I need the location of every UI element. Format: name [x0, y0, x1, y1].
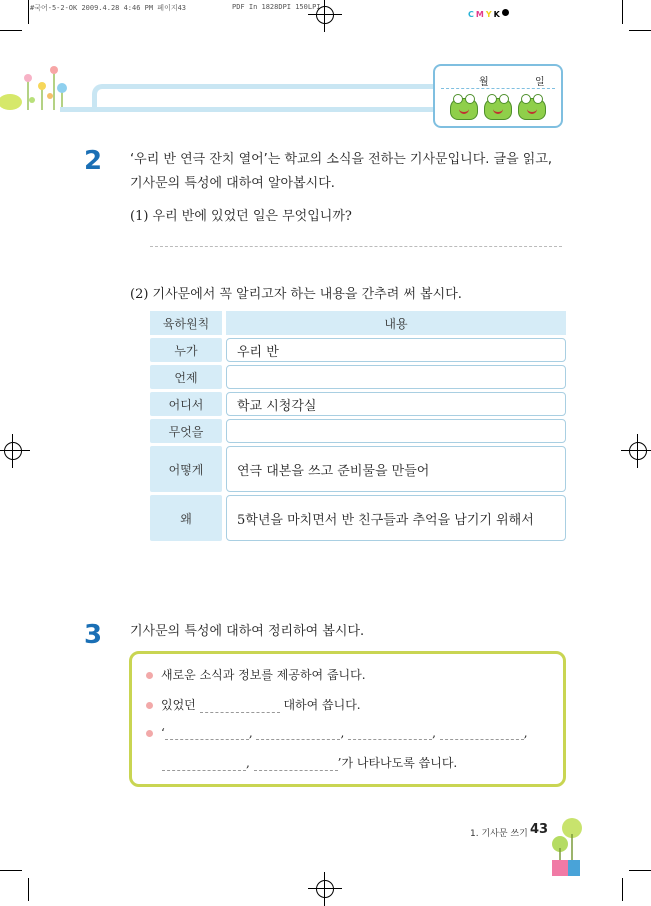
- comma: ,: [248, 726, 253, 740]
- table-header-label: 육하원칙: [150, 311, 222, 335]
- frog-icon: [450, 98, 478, 120]
- table-row: [150, 392, 566, 416]
- table-row: [150, 446, 566, 492]
- cmyk-c: C: [468, 10, 474, 19]
- row-value[interactable]: [226, 419, 566, 443]
- question-2-sub2: (2) 기사문에서 꼭 알리고자 하는 내용을 간추려 써 봅시다.: [130, 287, 462, 302]
- day-label: 일: [535, 77, 545, 88]
- print-job-info: #국어-5-2-OK 2009.4.28 4:46 PM 페이지43: [30, 4, 187, 12]
- comma: ,: [523, 726, 528, 740]
- cmyk-k: K: [493, 10, 500, 19]
- bullet-icon: [146, 730, 153, 737]
- crop-mark: [0, 870, 22, 871]
- registration-mark-right: [627, 440, 649, 462]
- blank-field[interactable]: [348, 727, 432, 740]
- crop-mark: [622, 878, 623, 901]
- table-row: [150, 419, 566, 443]
- answer-line[interactable]: [150, 246, 562, 247]
- print-pdf-info: PDF In 1828DPI 150LPI: [232, 3, 321, 11]
- summary-item-1: [146, 666, 366, 683]
- crop-mark: [622, 0, 623, 24]
- summary-item-2-after: 대하여 씁니다.: [283, 698, 361, 712]
- question-2-title-line2: 기사문의 특성에 대하여 알아봅시다.: [130, 176, 335, 191]
- footer-chapter: 1. 기사문 쓰기: [470, 829, 528, 839]
- six-w-table: [146, 308, 570, 544]
- open-quote: ‘: [161, 726, 165, 740]
- question-number-2: 2: [84, 146, 103, 176]
- blank-field[interactable]: [162, 758, 246, 771]
- frog-icon: [484, 98, 512, 120]
- bullet-icon: [146, 672, 153, 679]
- table-row: [150, 365, 566, 389]
- question-number-3: 3: [84, 620, 103, 650]
- question-3-title: 기사문의 특성에 대하여 정리하여 봅시다.: [130, 624, 365, 639]
- comma: ,: [432, 726, 436, 740]
- summary-item-3-cont: [162, 754, 457, 771]
- blank-field[interactable]: [200, 700, 280, 713]
- registration-mark-left: [2, 440, 24, 462]
- summary-box: [129, 651, 566, 787]
- date-divider: [441, 88, 555, 89]
- row-value[interactable]: 5학년을 마치면서 반 친구들과 추억을 남기기 위해서: [226, 495, 566, 541]
- row-value[interactable]: 연극 대본을 쓰고 준비물을 만들어: [226, 446, 566, 492]
- row-value[interactable]: 학교 시청각실: [226, 392, 566, 416]
- crop-mark: [0, 30, 22, 31]
- question-2-sub1: (1) 우리 반에 있었던 일은 무엇입니까?: [130, 209, 352, 224]
- info-table: [146, 308, 570, 544]
- blank-field[interactable]: [254, 758, 338, 771]
- crop-mark: [28, 0, 29, 24]
- cmyk-y: Y: [485, 10, 492, 19]
- comma: ,: [340, 726, 345, 740]
- summary-item-3: [146, 726, 528, 740]
- table-row: [150, 338, 566, 362]
- bullet-icon: [146, 702, 153, 709]
- frog-icon: [518, 98, 546, 120]
- row-label: 어떻게: [150, 446, 222, 492]
- row-label: 어디서: [150, 392, 222, 416]
- cmyk-dot: [502, 9, 509, 16]
- summary-item-2: [146, 696, 361, 713]
- question-2-title: [130, 148, 570, 196]
- plant-decoration: [546, 814, 596, 880]
- blank-field[interactable]: [440, 727, 524, 740]
- blank-field[interactable]: [256, 727, 340, 740]
- crop-mark: [28, 878, 29, 901]
- row-value[interactable]: [226, 365, 566, 389]
- crop-mark: [629, 30, 651, 31]
- row-label: 언제: [150, 365, 222, 389]
- month-label: 월: [479, 77, 489, 88]
- cmyk-marks: [468, 2, 511, 21]
- summary-item-2-before: 있었던: [161, 698, 196, 712]
- comma: ,: [246, 756, 250, 770]
- registration-mark-top: [314, 4, 336, 26]
- question-2-title-line1: ‘우리 반 연극 잔치 열어’는 학교의 소식을 전하는 기사문입니다. 글을 읽고,: [130, 152, 553, 167]
- row-label: 무엇을: [150, 419, 222, 443]
- row-value[interactable]: 우리 반: [226, 338, 566, 362]
- date-box: [433, 64, 563, 128]
- summary-item-3-close: ’가 나타나도록 씁니다.: [337, 756, 458, 770]
- table-header-row: [150, 311, 566, 335]
- frog-icons: [447, 98, 549, 124]
- header-bar-curve: [92, 84, 440, 112]
- blank-field[interactable]: [165, 727, 249, 740]
- table-row: [150, 495, 566, 541]
- summary-item-1-text: 새로운 소식과 정보를 제공하여 줍니다.: [161, 668, 366, 682]
- row-label: 왜: [150, 495, 222, 541]
- crop-mark: [629, 870, 651, 871]
- registration-mark-bottom: [314, 878, 336, 900]
- page-number: 43: [530, 822, 549, 837]
- row-label: 누가: [150, 338, 222, 362]
- table-header-value: 내용: [226, 311, 566, 335]
- cmyk-m: M: [475, 10, 484, 19]
